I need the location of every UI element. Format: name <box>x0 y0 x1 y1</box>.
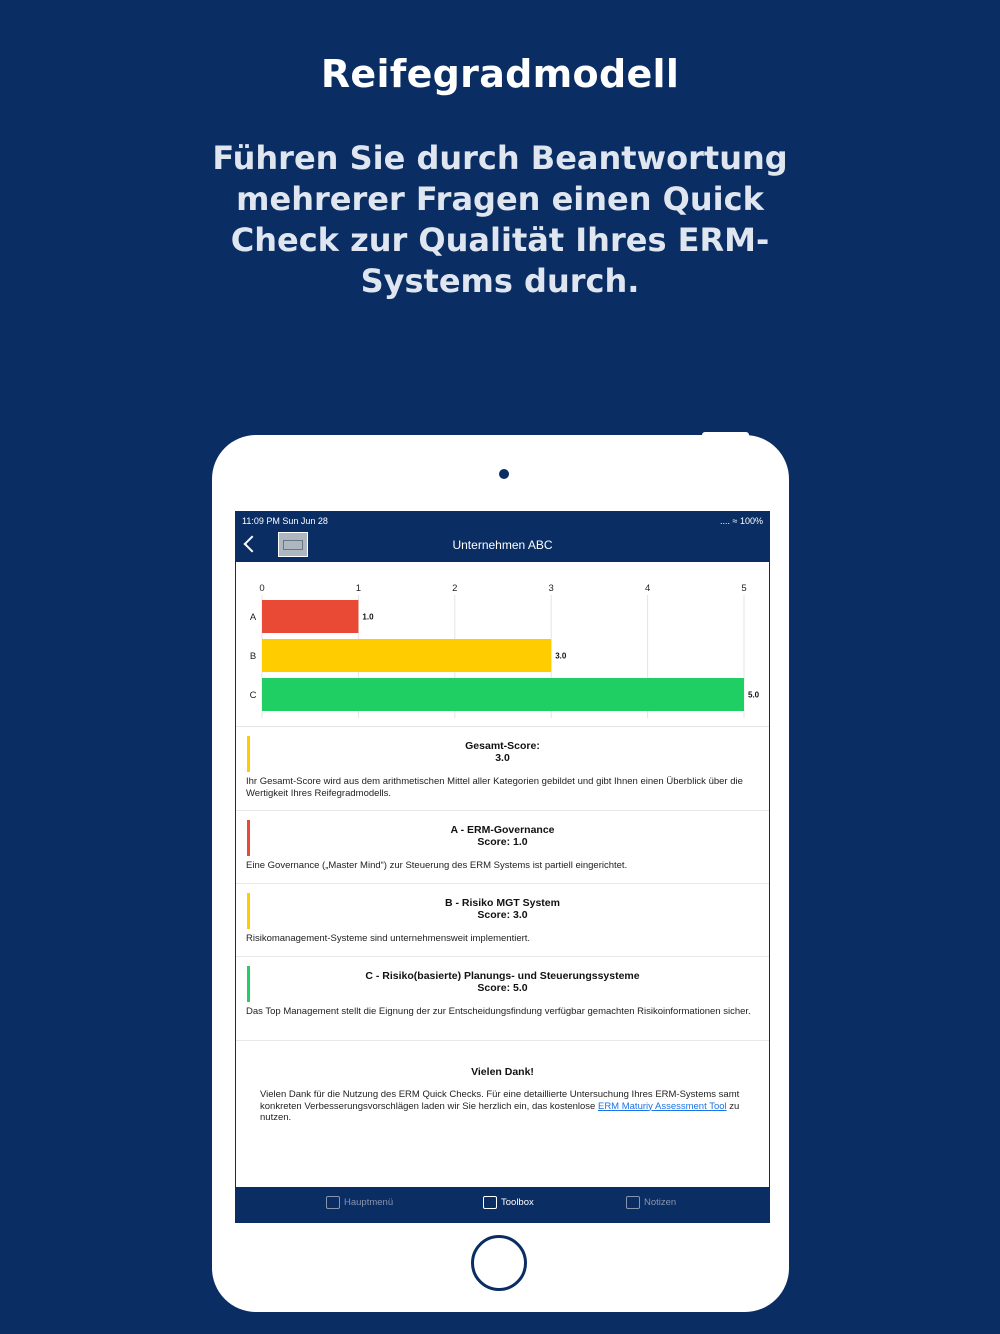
bar-c <box>262 678 744 711</box>
section-description: Eine Governance („Master Mind“) zur Steuerung des ERM Systems ist partiell eingerichtet. <box>246 860 628 871</box>
navigation-bar <box>236 530 769 562</box>
section-title: B - Risiko MGT System Score: 3.0 <box>445 897 560 921</box>
home-button[interactable] <box>471 1235 527 1291</box>
tab-label: Toolbox <box>501 1197 534 1208</box>
status-bar <box>236 512 769 530</box>
nav-title: Unternehmen ABC <box>452 538 553 552</box>
section-a-governance <box>236 810 769 884</box>
section-description: Ihr Gesamt-Score wird aus dem arithmetischen Mittel aller Kategorien gebildet und gibt Ihnen einen Überblick über die Wertigkeit Ihres Reifegradmodells. <box>246 776 743 799</box>
tab-toolbox[interactable] <box>483 1196 534 1209</box>
tab-label: Notizen <box>644 1197 677 1208</box>
page-subheadline: Führen Sie durch Beantwortung mehrerer Fragen einen Quick Check zur Qualität Ihres ERM-Systems durch. <box>212 139 788 300</box>
status-time: 11:09 PM Sun Jun 28 <box>242 516 328 526</box>
section-title: A - ERM-Governance Score: 1.0 <box>450 824 555 848</box>
app-screen <box>235 511 770 1223</box>
page-headline: Reifegradmodell <box>320 52 680 96</box>
section-title: Gesamt-Score: 3.0 <box>465 740 540 764</box>
tab-label: Hauptmenü <box>344 1197 394 1208</box>
section-c-planning <box>236 956 769 1041</box>
bar-a <box>262 600 358 633</box>
section-total-score <box>236 726 769 811</box>
thanks-text: Vielen Dank für die Nutzung des ERM Quick Checks. Für eine detaillierte Untersuchung Ihres ERM-Systems samt konkreten Verbesserungsvorschlägen laden wir Sie herzlich ein, das kostenlose ERM Maturiy Assessment Tool zu nutzen. <box>260 1089 740 1123</box>
notes-icon <box>626 1196 640 1209</box>
section-title: C - Risiko(basierte) Planungs- und Steuerungssysteme Score: 5.0 <box>365 970 640 994</box>
x-tick-label: 5 <box>741 583 747 594</box>
y-category-label: C <box>249 690 257 701</box>
x-tick-label: 3 <box>548 583 554 594</box>
tab-bar <box>236 1187 769 1222</box>
y-category-label: B <box>249 651 257 662</box>
x-tick-label: 2 <box>452 583 458 594</box>
tablet-device <box>212 435 789 1312</box>
section-b-risk-mgt <box>236 883 769 957</box>
tab-notizen[interactable] <box>626 1196 676 1209</box>
bar-value-label: 3.0 <box>555 651 567 661</box>
thanks-title: Vielen Dank! <box>471 1066 534 1078</box>
bar-value-label: 1.0 <box>362 612 374 622</box>
chart-svg <box>236 562 769 726</box>
section-description: Das Top Management stellt die Eignung der zur Entscheidungsfindung verfügbar gemachten Risikoinformationen sicher. <box>246 1006 751 1017</box>
bar-b <box>262 639 551 672</box>
status-indicators: .... ≈ 100% <box>720 516 763 526</box>
camera-icon <box>499 469 509 479</box>
assessment-tool-link[interactable]: ERM Maturiy Assessment Tool <box>597 1100 727 1112</box>
x-tick-label: 0 <box>259 583 265 594</box>
bar-value-label: 5.0 <box>748 690 760 700</box>
home-icon <box>326 1196 340 1209</box>
section-description: Risikomanagement-Systeme sind unternehmensweit implementiert. <box>246 933 531 944</box>
x-tick-label: 1 <box>355 583 362 594</box>
toolbox-icon <box>483 1196 497 1209</box>
x-tick-label: 4 <box>644 583 651 594</box>
scroll-content[interactable] <box>236 562 769 1187</box>
y-category-label: A <box>249 612 257 623</box>
tab-hauptmenue[interactable] <box>326 1196 393 1209</box>
score-bar-chart <box>236 562 769 727</box>
